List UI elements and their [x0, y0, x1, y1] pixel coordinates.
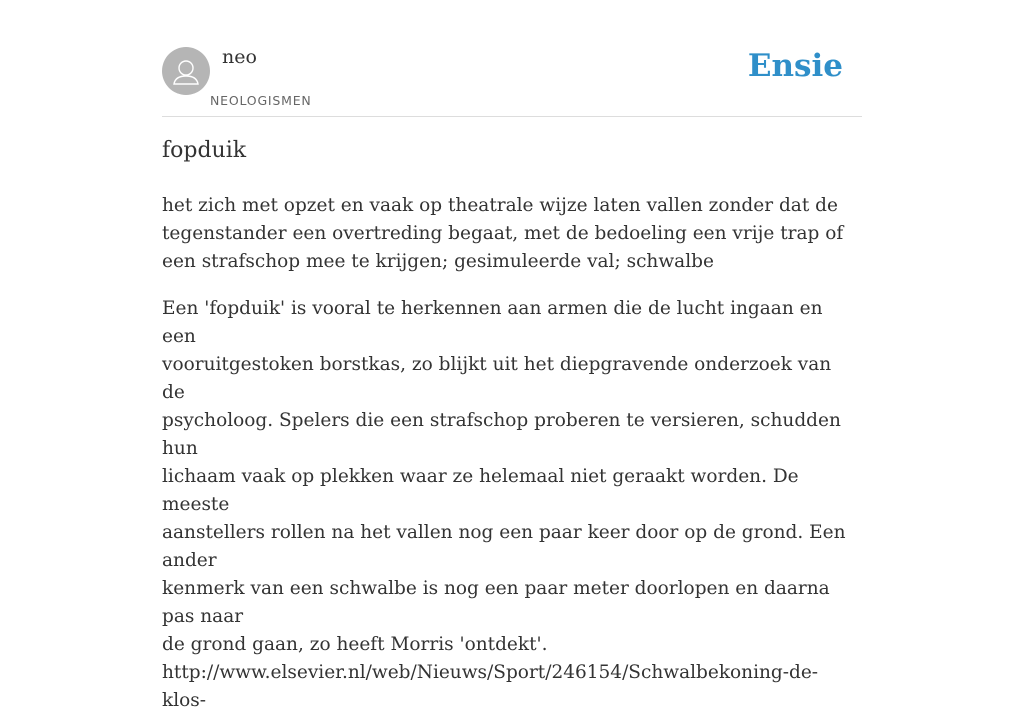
example-line: de grond gaan, zo heeft Morris 'ontdekt'. — [162, 634, 548, 655]
example-line: psycholoog. Spelers die een strafschop proberen te versieren, schudden hun — [162, 410, 841, 459]
example-line: Een 'fopduik' is vooral te herkennen aan armen die de lucht ingaan en een — [162, 298, 823, 347]
source-link[interactable]: http://www.elsevier.nl/web/Nieuws/Sport/246154/Schwalbekoning-de-klos- — [162, 662, 819, 711]
username-link[interactable]: neo — [222, 46, 257, 68]
term-title: fopduik — [162, 138, 247, 163]
example-line: lichaam vaak op plekken waar ze helemaal niet geraakt worden. De meeste — [162, 466, 799, 515]
example-line: kenmerk van een schwalbe is nog een paar meter doorlopen en daarna pas naar — [162, 578, 830, 627]
avatar[interactable] — [162, 47, 210, 95]
example-line: vooruitgestoken borstkas, zo blijkt uit het diepgravende onderzoek van de — [162, 354, 832, 403]
brand-logo-link[interactable]: Ensie — [747, 48, 843, 84]
example-text — [162, 295, 852, 715]
definition-text: het zich met opzet en vaak op theatrale wijze laten vallen zonder dat de tegenstander een overtreding begaat, met de bedoeling een vrije trap of een strafschop mee te krijgen; gesimuleerde val; schwalbe — [162, 195, 844, 272]
dictionary-link[interactable]: NEOLOGISMEN — [210, 93, 312, 108]
example-line: aanstellers rollen na het vallen nog een paar keer door op de grond. Een ander — [162, 522, 846, 571]
entry-header — [162, 46, 862, 117]
user-icon — [162, 47, 210, 95]
